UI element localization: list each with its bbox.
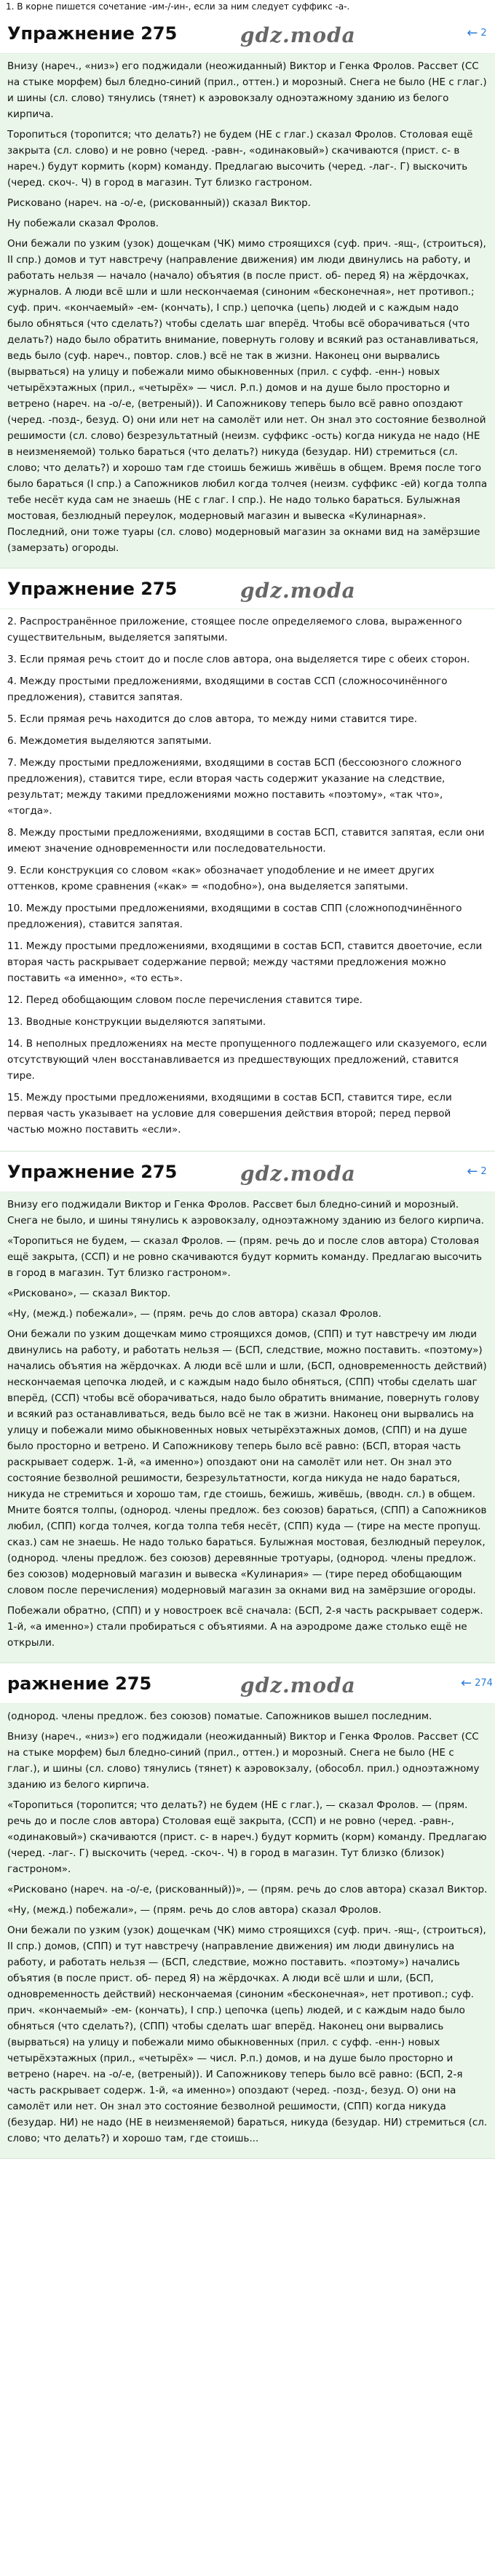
exercise-card-3: [0, 1152, 495, 1663]
rule-item: 5. Если прямая речь находится до слов автора, то между ними ставится тире.: [7, 713, 417, 725]
rule-item: 14. В неполных предложениях на месте пропущенного подлежащего или сказуемого, если отсутствующий член восстанавливается из предшествующих предложений, ставится тире.: [7, 1038, 487, 1082]
arrow-left-icon: ←: [467, 25, 478, 41]
card-body: [0, 54, 495, 568]
rule-item: 7. Между простыми предложениями, входящими в состав БСП (бессоюзного сложного предложения), ставится тире, если вторая часть содержит указание на следствие, результат; между такими предложениями можно поставить «поэтому», «так что», «тогда».: [7, 757, 462, 817]
exercise-card-1: [0, 13, 495, 568]
previous-exercise-fragment: 1. В корне пишется сочетание -им-/-ин-, если за ним следует суффикс -а-.: [6, 1, 350, 12]
site-watermark: gdz.moda: [240, 579, 356, 603]
paragraph: Они бежали по узким (узок) дощечкам (ЧК) мимо строящихся (суф. прич. -ящ-, (строиться), II спр.) домов, (СПП) и тут навстречу (направление движения) им люди двинулись на работу, и работать нельзя — (БСП, следствие, можно поставить. «поэтому») начались объятия (в после прист. об- перед Я) на жёрдочках. А люди всё шли и шли, (БСП, одновременность действий) нескончаемая (синоним «бесконечная», нет противоп.; суф. прич. «кончаемый» -ем- (кончать), I спр.) цепочка (цепь) людей, и с каждым надо было обняться (что сделать?), (СПП) чтобы сделать шаг вперёд. Наконец они вырвались (вырваться) на улицу и побежали мимо обыкновенных (прил. с суфф. -енн-) новых четырёхэтажных (прил., «четырёх» — числ. Р.п.) домов, и на душе было просторно и ветрено (нареч. на -о/-е, (ветреный)). И Сапожникову теперь было всё равно: (БСП, 2-я часть раскрывает содерж. 1-й, «а именно») опоздают (черед. -позд-, безуд. О) они на самолёт или нет. Он знал это состояние безволной решимости, (СПП) когда никуда (безудар. НИ) не надо (НЕ в неизменяемой) бараться, никуда (безудар. НИ) стремиться (сл. слово; что делать?) и хорошо там, где стоишь...: [7, 1925, 488, 2144]
paragraph: Торопиться (торопится; что делать?) не будем (НЕ с глаг.) сказал Фролов. Столовая ещё закрыта (сл. слово) и не ровно (черед. -равн-, «одинаковый») скачиваются (прист. с- в нареч.) будут кормить (корм) команду. Предлагаю высочить (черед. -лаг-. Г) выскочить (черед. скоч-. Ч) в город в магазин. Тут близко гастроном.: [7, 129, 473, 189]
prev-page-button[interactable]: [466, 1161, 488, 1183]
card-title: Упражнение 275: [7, 578, 178, 599]
card-title: ражнение 275: [7, 1673, 152, 1694]
site-watermark: gdz.moda: [240, 1162, 356, 1186]
site-watermark: gdz.moda: [240, 1673, 356, 1697]
rule-item: 11. Между простыми предложениями, входящими в состав БСП, ставится двоеточие, если вторая часть раскрывает содержание первой; между частями предложения можно поставить «а именно», «то есть».: [7, 940, 483, 984]
paragraph: «Ну, (межд.) побежали», — (прям. речь до слов автора) сказал Фролов.: [7, 1308, 381, 1320]
paragraph: Ну побежали сказал Фролов.: [7, 218, 159, 229]
card-body: [0, 1704, 495, 2158]
rule-item: 8. Между простыми предложениями, входящими в состав БСП, ставится запятая, если они имеют значение одновременности или последовательности.: [7, 827, 485, 855]
paragraph: Они бежали по узким (узок) дощечкам (ЧК) мимо строящихся (суф. прич. -ящ-, (строиться), II спр.) домов и тут навстречу (направление движения) им люди двинулись на работу, и работать нельзя — начало (начало) объятия (в после прист. об- перед Я) на жёрдочках, журналов. А люди всё шли и шли нескончаемая (синоним «бесконечная», нет противоп.; суф. прич. «кончаемый» -ем- (кончать), I спр.) цепочка (цепь) людей и с каждым надо было обняться (что сделать?) чтобы сделать шаг вперёд. Чтобы всё оборачиваться (что делать?) надо было обратить внимание, повернуть голову и всякий раз останавливаться, ведь было (суф. нареч., повтор. слов.) всё не так в жизни. Наконец они вырвались (вырваться) на улицу и побежали мимо обыкновенных (прил. с суфф. -енн-) новых четырёхэтажных (прил., «четырёх» — числ. Р.п.) домов и на душе было просторно и ветрено (нареч. на -о/-е, (ветреный)). И Сапожникову теперь было всё равно опоздают (черед. -позд-, безуд. О) они или нет на самолёт или нет. Он знал это состояние безволной решимости (сл. слово) безрезультатный (неизм. суффикс -ость) когда никуда не надо (НЕ в неизменяемой) только бараться (что делать?) никуда (безудар. НИ) стремиться (сл. слово; что делать?) и хорошо там где стоишь бежишь живёшь в общем. Время после того было бараться (I спр.) а Сапожников любил когда толчея (неизм. суффикс -ей) когда толпа тебе несёт куда сам не знаешь (НЕ с глаг. I спр.). Не надо только бараться. Булыжная мостовая, безлюдный переулок, модерновый магазин и вывеска «Кулинарная». Последний, они тоже туары (сл. слово) модерновый магазин за окнами вид на замёрзшие (замерзать) огороды.: [7, 238, 488, 554]
prev-page-button[interactable]: [461, 1673, 493, 1695]
card-title: Упражнение 275: [7, 23, 178, 44]
arrow-left-icon: ←: [467, 1163, 478, 1179]
card-body: [0, 609, 495, 1151]
rule-item: 4. Между простыми предложениями, входящими в состав ССП (сложносочинённого предложения), ставится запятая.: [7, 675, 448, 703]
exercise-card-2: [0, 568, 495, 1152]
rule-item: 15. Между простыми предложениями, входящими в состав БСП, ставится тире, если первая часть указывает на условие для совершения действия второй; перед первой частью можно поставить «если».: [7, 1092, 452, 1136]
prev-page-number: 2: [480, 28, 487, 39]
card-header: [0, 1152, 495, 1192]
rule-item: 9. Если конструкция со словом «как» обозначает уподобление и не имеет других оттенков, кроме сравнения («как» = «подобно»), она выделяется запятыми.: [7, 865, 435, 892]
rule-item: 10. Между простыми предложениями, входящими в состав СПП (сложноподчинённого предложения), ставится запятая.: [7, 903, 462, 930]
paragraph: (однород. члены предлож. без союзов) поматые. Сапожников вышел последним.: [7, 1711, 432, 1722]
card-body: [0, 1192, 495, 1662]
rule-item: 3. Если прямая речь стоит до и после слов автора, она выделяется тире с обеих сторон.: [7, 654, 470, 665]
paragraph: «Рисковано (нареч. на -о/-е, (рискованный))», — (прям. речь до слов автора) сказал Виктор.: [7, 1884, 488, 1895]
site-watermark: gdz.moda: [240, 23, 356, 47]
exercise-card-4: [0, 1663, 495, 2159]
prev-page-number: 274: [475, 1678, 493, 1689]
paragraph: «Рисковано», — сказал Виктор.: [7, 1288, 171, 1299]
paragraph: «Ну, (межд.) побежали», — (прям. речь до слов автора) сказал Фролов.: [7, 1904, 381, 1916]
paragraph: Внизу (нареч., «низ») его поджидали (неожиданный) Виктор и Генка Фролов. Рассвет (СС на стыке морфем) был бледно-синий (прил., оттен.) и морозный. Снега не было (НЕ с глаг.) и шины (сл. слово) тянулись (тянет) к аэровокзалу одноэтажному зданию из белого кирпича.: [7, 60, 487, 120]
card-header: [0, 13, 495, 54]
rule-item: 6. Междометия выделяются запятыми.: [7, 735, 212, 747]
prev-page-number: 2: [480, 1166, 487, 1177]
card-header: [0, 568, 495, 609]
prev-page-button[interactable]: [466, 23, 488, 44]
paragraph: Побежали обратно, (СПП) и у новостроек всё сначала: (БСП, 2-я часть раскрывает содерж. 1-й, «а именно») стали пробираться с объятиями. А на аэродроме даже столько ещё не открыли.: [7, 1605, 483, 1649]
paragraph: «Торопиться не будем, — сказал Фролов. — (прям. речь до и после слов автора) Столовая ещё закрыта, (ССП) и не ровно скачиваются будут кормить команду. Предлагаю высочить в город в магазин. Тут близко гастроном».: [7, 1235, 483, 1279]
rule-item: 13. Вводные конструкции выделяются запятыми.: [7, 1016, 266, 1028]
paragraph: «Торопиться (торопится; что делать?) не будем (НЕ с глаг.), — сказал Фролов. — (прям. речь до и после слов автора) Столовая ещё закрыта, (ССП) и не ровно (черед. -равн-, «одинаковый») скачиваются (прист. с- в нареч.) будут кормить (корм) команду. Предлагаю (черед. -лаг-. Г) выскочить (черед. -скоч-. Ч) в город в магазин. Тут близко (близок) гастроном».: [7, 1799, 487, 1875]
paragraph: Они бежали по узким дощечкам мимо строящихся домов, (СПП) и тут навстречу им люди двинулись на работу, и работать нельзя — (БСП, следствие, можно поставить. «поэтому») начались объятия на жёрдочках. А люди всё шли и шли, (БСП, одновременность действий) нескончаемая цепочка людей, и с каждым надо было обняться, (СПП) чтобы сделать шаг вперёд, (ССП) чтобы всё оборачиваться, надо было обратить внимание, повернуть голову и всякий раз останавливаться, ведь было всё не так в жизни. Наконец они вырвались на улицу и побежали мимо обыкновенных новых четырёхэтажных домов, (СПП) и на душе было просторно и ветрено. И Сапожникову теперь было всё равно: (БСП, вторая часть раскрывает содерж. 1-й, «а именно») опоздают они на самолёт или нет. Он знал это состояние безволной решимости, безрезультатности, когда никуда не надо бараться, никуда не стремиться и хорошо там, где стоишь, бежишь, живёшь, (вводн. сл.) в общем. Мните боятся толпы, (однород. члены предлож. без союзов) бараться, (СПП) а Сапожников любил, (СПП) когда толчея, когда толпа тебя несёт, (СПП) куда — (тире на месте пропущ. сказ.) сам не знаешь. Не надо только бараться. Булыжная мостовая, безлюдный переулок, (однород. члены предлож. без союзов) деревянные тротуары, (однород. члены предлож. без союзов) модерновый магазин и вывеска «Кулинария» — (тире перед обобщающим словом после перечисления) модерновый магазин за окнами вид на замёрзшие огороды.: [7, 1328, 487, 1596]
rule-item: 2. Распространённое приложение, стоящее после определяемого слова, выраженного существительным, выделяется запятыми.: [7, 616, 462, 643]
paragraph: Внизу (нареч., «низ») его поджидали (неожиданный) Виктор и Генка Фролов. Рассвет (СС на стыке морфем) был бледно-синий (прил., оттен.) и морозный. Снега не было (НЕ с глаг.), и шины (сл. слово) тянулись (тянет) к аэровокзалу, (обособл. прил.) одноэтажному зданию из белого кирпича.: [7, 1731, 480, 1791]
card-header: [0, 1663, 495, 1704]
card-title: Упражнение 275: [7, 1161, 178, 1182]
paragraph: Рисковано (нареч. на -о/-е, (рискованный)) сказал Виктор.: [7, 197, 311, 209]
paragraph: Внизу его поджидали Виктор и Генка Фролов. Рассвет был бледно-синий и морозный. Снега не было, и шины тянулись к аэровокзалу, одноэтажному зданию из белого кирпича.: [7, 1199, 484, 1226]
arrow-left-icon: ←: [461, 1675, 472, 1691]
rule-item: 12. Перед обобщающим словом после перечисления ставится тире.: [7, 994, 363, 1006]
